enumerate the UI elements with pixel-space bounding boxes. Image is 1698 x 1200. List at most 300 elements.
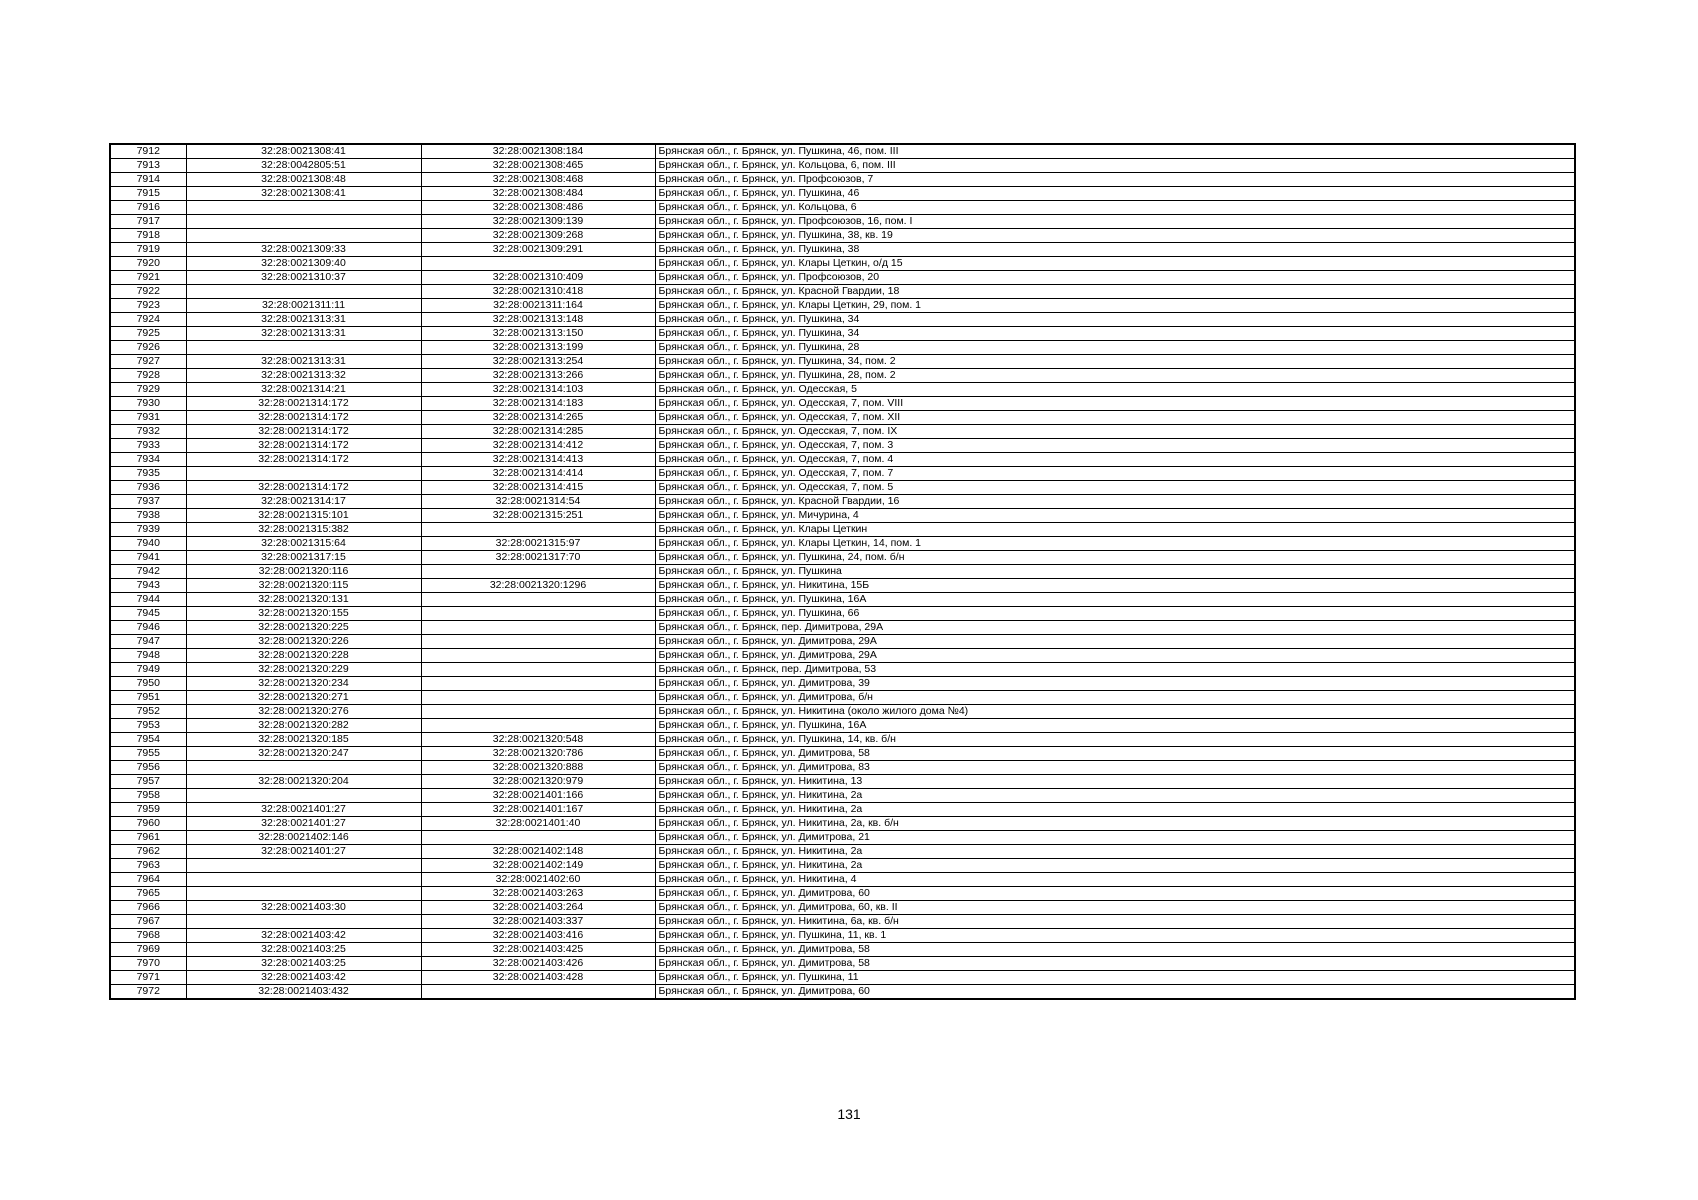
table-row [110, 719, 1575, 733]
address-cell: Брянская обл., г. Брянск, ул. Пушкина, 24, пом. б/н [655, 551, 1575, 565]
address-cell: Брянская обл., г. Брянск, ул. Димитрова, 83 [655, 761, 1575, 775]
object-cadastral-number-cell: 32:28:0021314:183 [421, 397, 655, 411]
object-cadastral-number-cell: 32:28:0021311:164 [421, 299, 655, 313]
address-cell: Брянская обл., г. Брянск, ул. Одесская, 5 [655, 383, 1575, 397]
row-number-cell: 7951 [110, 691, 186, 705]
land-cadastral-number-cell: 32:28:0021315:101 [186, 509, 421, 523]
table-row [110, 313, 1575, 327]
row-number-cell: 7914 [110, 173, 186, 187]
land-cadastral-number-cell: 32:28:0021320:229 [186, 663, 421, 677]
object-cadastral-number-cell: 32:28:0021402:60 [421, 873, 655, 887]
land-cadastral-number-cell [186, 859, 421, 873]
row-number-cell: 7960 [110, 817, 186, 831]
row-number-cell: 7953 [110, 719, 186, 733]
address-cell: Брянская обл., г. Брянск, ул. Никитина, 6а, кв. б/н [655, 915, 1575, 929]
object-cadastral-number-cell [421, 621, 655, 635]
object-cadastral-number-cell: 32:28:0021314:54 [421, 495, 655, 509]
row-number-cell: 7947 [110, 635, 186, 649]
object-cadastral-number-cell [421, 831, 655, 845]
address-cell: Брянская обл., г. Брянск, ул. Пушкина, 14, кв. б/н [655, 733, 1575, 747]
address-cell: Брянская обл., г. Брянск, ул. Одесская, 7, пом. 7 [655, 467, 1575, 481]
table-row [110, 215, 1575, 229]
table-row [110, 257, 1575, 271]
table-row [110, 789, 1575, 803]
address-cell: Брянская обл., г. Брянск, ул. Клары Цеткин, о/д 15 [655, 257, 1575, 271]
object-cadastral-number-cell: 32:28:0021310:409 [421, 271, 655, 285]
address-cell: Брянская обл., г. Брянск, ул. Димитрова, 39 [655, 677, 1575, 691]
object-cadastral-number-cell: 32:28:0021315:97 [421, 537, 655, 551]
land-cadastral-number-cell: 32:28:0021315:64 [186, 537, 421, 551]
land-cadastral-number-cell: 32:28:0021311:11 [186, 299, 421, 313]
table-row [110, 943, 1575, 957]
table-row [110, 201, 1575, 215]
table-row [110, 481, 1575, 495]
object-cadastral-number-cell: 32:28:0021320:979 [421, 775, 655, 789]
land-cadastral-number-cell: 32:28:0021320:228 [186, 649, 421, 663]
table-row [110, 607, 1575, 621]
object-cadastral-number-cell: 32:28:0021314:265 [421, 411, 655, 425]
row-number-cell: 7928 [110, 369, 186, 383]
row-number-cell: 7965 [110, 887, 186, 901]
address-cell: Брянская обл., г. Брянск, ул. Клары Цеткин, 14, пом. 1 [655, 537, 1575, 551]
table-row [110, 691, 1575, 705]
row-number-cell: 7929 [110, 383, 186, 397]
address-cell: Брянская обл., г. Брянск, ул. Димитрова, 29А [655, 635, 1575, 649]
row-number-cell: 7972 [110, 985, 186, 1000]
object-cadastral-number-cell: 32:28:0021310:418 [421, 285, 655, 299]
table-row [110, 915, 1575, 929]
object-cadastral-number-cell [421, 523, 655, 537]
row-number-cell: 7913 [110, 159, 186, 173]
row-number-cell: 7970 [110, 957, 186, 971]
address-cell: Брянская обл., г. Брянск, ул. Димитрова, б/н [655, 691, 1575, 705]
row-number-cell: 7954 [110, 733, 186, 747]
land-cadastral-number-cell: 32:28:0021403:30 [186, 901, 421, 915]
table-row [110, 397, 1575, 411]
address-cell: Брянская обл., г. Брянск, ул. Красной Гвардии, 16 [655, 495, 1575, 509]
row-number-cell: 7950 [110, 677, 186, 691]
object-cadastral-number-cell: 32:28:0021308:484 [421, 187, 655, 201]
land-cadastral-number-cell [186, 341, 421, 355]
table-row [110, 327, 1575, 341]
land-cadastral-number-cell: 32:28:0021308:48 [186, 173, 421, 187]
row-number-cell: 7966 [110, 901, 186, 915]
object-cadastral-number-cell [421, 565, 655, 579]
address-cell: Брянская обл., г. Брянск, ул. Кольцова, 6 [655, 201, 1575, 215]
object-cadastral-number-cell [421, 677, 655, 691]
row-number-cell: 7941 [110, 551, 186, 565]
object-cadastral-number-cell [421, 649, 655, 663]
object-cadastral-number-cell: 32:28:0021314:412 [421, 439, 655, 453]
row-number-cell: 7919 [110, 243, 186, 257]
row-number-cell: 7944 [110, 593, 186, 607]
object-cadastral-number-cell: 32:28:0021315:251 [421, 509, 655, 523]
row-number-cell: 7916 [110, 201, 186, 215]
land-cadastral-number-cell: 32:28:0021320:271 [186, 691, 421, 705]
address-cell: Брянская обл., г. Брянск, ул. Пушкина [655, 565, 1575, 579]
address-cell: Брянская обл., г. Брянск, ул. Мичурина, 4 [655, 509, 1575, 523]
land-cadastral-number-cell: 32:28:0042805:51 [186, 159, 421, 173]
row-number-cell: 7931 [110, 411, 186, 425]
land-cadastral-number-cell: 32:28:0021402:146 [186, 831, 421, 845]
table-row [110, 243, 1575, 257]
address-cell: Брянская обл., г. Брянск, ул. Димитрова, 21 [655, 831, 1575, 845]
row-number-cell: 7961 [110, 831, 186, 845]
row-number-cell: 7938 [110, 509, 186, 523]
land-cadastral-number-cell [186, 915, 421, 929]
land-cadastral-number-cell: 32:28:0021320:116 [186, 565, 421, 579]
address-cell: Брянская обл., г. Брянск, ул. Пушкина, 66 [655, 607, 1575, 621]
table-row [110, 439, 1575, 453]
object-cadastral-number-cell: 32:28:0021313:266 [421, 369, 655, 383]
address-cell: Брянская обл., г. Брянск, пер. Димитрова, 53 [655, 663, 1575, 677]
table-row [110, 817, 1575, 831]
address-cell: Брянская обл., г. Брянск, ул. Никитина, 13 [655, 775, 1575, 789]
object-cadastral-number-cell [421, 691, 655, 705]
row-number-cell: 7956 [110, 761, 186, 775]
land-cadastral-number-cell: 32:28:0021401:27 [186, 845, 421, 859]
table-row [110, 565, 1575, 579]
table-row [110, 383, 1575, 397]
object-cadastral-number-cell: 32:28:0021308:468 [421, 173, 655, 187]
object-cadastral-number-cell: 32:28:0021401:167 [421, 803, 655, 817]
address-cell: Брянская обл., г. Брянск, ул. Пушкина, 46 [655, 187, 1575, 201]
land-cadastral-number-cell: 32:28:0021308:41 [186, 144, 421, 159]
table-row [110, 677, 1575, 691]
address-cell: Брянская обл., г. Брянск, ул. Клары Цеткин [655, 523, 1575, 537]
table-row [110, 523, 1575, 537]
row-number-cell: 7959 [110, 803, 186, 817]
land-cadastral-number-cell: 32:28:0021314:172 [186, 397, 421, 411]
address-cell: Брянская обл., г. Брянск, пер. Димитрова, 29А [655, 621, 1575, 635]
row-number-cell: 7927 [110, 355, 186, 369]
land-cadastral-number-cell: 32:28:0021320:226 [186, 635, 421, 649]
land-cadastral-number-cell: 32:28:0021403:42 [186, 971, 421, 985]
table-row [110, 173, 1575, 187]
land-cadastral-number-cell [186, 761, 421, 775]
address-cell: Брянская обл., г. Брянск, ул. Никитина, 2а [655, 859, 1575, 873]
address-cell: Брянская обл., г. Брянск, ул. Димитрова, 29А [655, 649, 1575, 663]
land-cadastral-number-cell [186, 229, 421, 243]
object-cadastral-number-cell: 32:28:0021314:413 [421, 453, 655, 467]
table-row [110, 873, 1575, 887]
land-cadastral-number-cell: 32:28:0021314:172 [186, 481, 421, 495]
address-cell: Брянская обл., г. Брянск, ул. Димитрова, 58 [655, 957, 1575, 971]
object-cadastral-number-cell: 32:28:0021403:263 [421, 887, 655, 901]
object-cadastral-number-cell: 32:28:0021403:428 [421, 971, 655, 985]
row-number-cell: 7967 [110, 915, 186, 929]
object-cadastral-number-cell: 32:28:0021308:486 [421, 201, 655, 215]
row-number-cell: 7943 [110, 579, 186, 593]
row-number-cell: 7948 [110, 649, 186, 663]
table-row [110, 593, 1575, 607]
address-cell: Брянская обл., г. Брянск, ул. Пушкина, 34 [655, 313, 1575, 327]
table-row [110, 705, 1575, 719]
row-number-cell: 7912 [110, 144, 186, 159]
row-number-cell: 7969 [110, 943, 186, 957]
row-number-cell: 7955 [110, 747, 186, 761]
row-number-cell: 7923 [110, 299, 186, 313]
table-row [110, 355, 1575, 369]
table-row [110, 467, 1575, 481]
table-row [110, 159, 1575, 173]
land-cadastral-number-cell [186, 215, 421, 229]
table-row [110, 859, 1575, 873]
land-cadastral-number-cell: 32:28:0021314:172 [186, 425, 421, 439]
table-row [110, 747, 1575, 761]
object-cadastral-number-cell: 32:28:0021401:40 [421, 817, 655, 831]
address-cell: Брянская обл., г. Брянск, ул. Пушкина, 11, кв. 1 [655, 929, 1575, 943]
table-row [110, 929, 1575, 943]
row-number-cell: 7971 [110, 971, 186, 985]
table-row [110, 761, 1575, 775]
table-row [110, 845, 1575, 859]
address-cell: Брянская обл., г. Брянск, ул. Никитина, 2а [655, 803, 1575, 817]
land-cadastral-number-cell: 32:28:0021313:31 [186, 327, 421, 341]
address-cell: Брянская обл., г. Брянск, ул. Клары Цеткин, 29, пом. 1 [655, 299, 1575, 313]
row-number-cell: 7957 [110, 775, 186, 789]
address-cell: Брянская обл., г. Брянск, ул. Профсоюзов, 20 [655, 271, 1575, 285]
address-cell: Брянская обл., г. Брянск, ул. Пушкина, 16А [655, 719, 1575, 733]
object-cadastral-number-cell: 32:28:0021320:888 [421, 761, 655, 775]
object-cadastral-number-cell: 32:28:0021314:414 [421, 467, 655, 481]
table-row [110, 733, 1575, 747]
object-cadastral-number-cell [421, 593, 655, 607]
address-cell: Брянская обл., г. Брянск, ул. Одесская, 7, пом. 3 [655, 439, 1575, 453]
table-row [110, 495, 1575, 509]
row-number-cell: 7932 [110, 425, 186, 439]
table-row [110, 537, 1575, 551]
table-row [110, 551, 1575, 565]
row-number-cell: 7958 [110, 789, 186, 803]
row-number-cell: 7952 [110, 705, 186, 719]
address-cell: Брянская обл., г. Брянск, ул. Пушкина, 38 [655, 243, 1575, 257]
address-cell: Брянская обл., г. Брянск, ул. Пушкина, 16А [655, 593, 1575, 607]
address-cell: Брянская обл., г. Брянск, ул. Красной Гвардии, 18 [655, 285, 1575, 299]
address-cell: Брянская обл., г. Брянск, ул. Димитрова, 60 [655, 887, 1575, 901]
land-cadastral-number-cell [186, 201, 421, 215]
row-number-cell: 7940 [110, 537, 186, 551]
row-number-cell: 7937 [110, 495, 186, 509]
land-cadastral-number-cell: 32:28:0021403:42 [186, 929, 421, 943]
table-row [110, 635, 1575, 649]
land-cadastral-number-cell: 32:28:0021401:27 [186, 817, 421, 831]
land-cadastral-number-cell: 32:28:0021401:27 [186, 803, 421, 817]
address-cell: Брянская обл., г. Брянск, ул. Кольцова, 6, пом. III [655, 159, 1575, 173]
row-number-cell: 7925 [110, 327, 186, 341]
land-cadastral-number-cell: 32:28:0021314:172 [186, 439, 421, 453]
address-cell: Брянская обл., г. Брянск, ул. Никитина, 2а [655, 845, 1575, 859]
object-cadastral-number-cell: 32:28:0021314:285 [421, 425, 655, 439]
row-number-cell: 7968 [110, 929, 186, 943]
row-number-cell: 7963 [110, 859, 186, 873]
land-cadastral-number-cell: 32:28:0021403:25 [186, 943, 421, 957]
row-number-cell: 7934 [110, 453, 186, 467]
row-number-cell: 7915 [110, 187, 186, 201]
row-number-cell: 7939 [110, 523, 186, 537]
object-cadastral-number-cell: 32:28:0021403:416 [421, 929, 655, 943]
address-cell: Брянская обл., г. Брянск, ул. Димитрова, 60 [655, 985, 1575, 1000]
table-row [110, 341, 1575, 355]
land-cadastral-number-cell: 32:28:0021313:31 [186, 355, 421, 369]
object-cadastral-number-cell [421, 985, 655, 1000]
object-cadastral-number-cell [421, 257, 655, 271]
address-cell: Брянская обл., г. Брянск, ул. Профсоюзов, 16, пом. I [655, 215, 1575, 229]
row-number-cell: 7933 [110, 439, 186, 453]
land-cadastral-number-cell: 32:28:0021403:432 [186, 985, 421, 1000]
table-row [110, 229, 1575, 243]
address-cell: Брянская обл., г. Брянск, ул. Димитрова, 60, кв. II [655, 901, 1575, 915]
row-number-cell: 7917 [110, 215, 186, 229]
land-cadastral-number-cell: 32:28:0021313:32 [186, 369, 421, 383]
address-cell: Брянская обл., г. Брянск, ул. Пушкина, 38, кв. 19 [655, 229, 1575, 243]
address-cell: Брянская обл., г. Брянск, ул. Пушкина, 28 [655, 341, 1575, 355]
address-cell: Брянская обл., г. Брянск, ул. Димитрова, 58 [655, 747, 1575, 761]
table-row [110, 831, 1575, 845]
land-cadastral-number-cell: 32:28:0021320:234 [186, 677, 421, 691]
land-cadastral-number-cell: 32:28:0021320:276 [186, 705, 421, 719]
land-cadastral-number-cell: 32:28:0021403:25 [186, 957, 421, 971]
row-number-cell: 7930 [110, 397, 186, 411]
object-cadastral-number-cell: 32:28:0021314:103 [421, 383, 655, 397]
address-cell: Брянская обл., г. Брянск, ул. Одесская, 7, пом. 4 [655, 453, 1575, 467]
address-cell: Брянская обл., г. Брянск, ул. Никитина, 4 [655, 873, 1575, 887]
land-cadastral-number-cell: 32:28:0021320:225 [186, 621, 421, 635]
land-cadastral-number-cell [186, 789, 421, 803]
object-cadastral-number-cell: 32:28:0021309:139 [421, 215, 655, 229]
address-cell: Брянская обл., г. Брянск, ул. Одесская, 7, пом. IX [655, 425, 1575, 439]
table-row [110, 649, 1575, 663]
row-number-cell: 7924 [110, 313, 186, 327]
object-cadastral-number-cell: 32:28:0021308:465 [421, 159, 655, 173]
row-number-cell: 7964 [110, 873, 186, 887]
table-row [110, 887, 1575, 901]
table-row [110, 621, 1575, 635]
page-number: 131 [837, 1106, 861, 1122]
land-cadastral-number-cell: 32:28:0021314:172 [186, 411, 421, 425]
object-cadastral-number-cell: 32:28:0021402:149 [421, 859, 655, 873]
object-cadastral-number-cell [421, 663, 655, 677]
land-cadastral-number-cell: 32:28:0021317:15 [186, 551, 421, 565]
table-row [110, 957, 1575, 971]
object-cadastral-number-cell: 32:28:0021320:786 [421, 747, 655, 761]
object-cadastral-number-cell [421, 705, 655, 719]
table-row [110, 299, 1575, 313]
land-cadastral-number-cell: 32:28:0021320:282 [186, 719, 421, 733]
address-cell: Брянская обл., г. Брянск, ул. Никитина, 2а [655, 789, 1575, 803]
land-cadastral-number-cell: 32:28:0021320:204 [186, 775, 421, 789]
table-row [110, 425, 1575, 439]
table-row [110, 411, 1575, 425]
land-cadastral-number-cell: 32:28:0021315:382 [186, 523, 421, 537]
land-cadastral-number-cell: 32:28:0021313:31 [186, 313, 421, 327]
object-cadastral-number-cell: 32:28:0021403:425 [421, 943, 655, 957]
table-row [110, 971, 1575, 985]
object-cadastral-number-cell: 32:28:0021313:199 [421, 341, 655, 355]
row-number-cell: 7946 [110, 621, 186, 635]
object-cadastral-number-cell [421, 635, 655, 649]
table-row [110, 509, 1575, 523]
object-cadastral-number-cell: 32:28:0021403:337 [421, 915, 655, 929]
address-cell: Брянская обл., г. Брянск, ул. Никитина (около жилого дома №4) [655, 705, 1575, 719]
land-cadastral-number-cell: 32:28:0021320:247 [186, 747, 421, 761]
land-cadastral-number-cell: 32:28:0021320:115 [186, 579, 421, 593]
object-cadastral-number-cell: 32:28:0021320:548 [421, 733, 655, 747]
object-cadastral-number-cell: 32:28:0021308:184 [421, 144, 655, 159]
address-cell: Брянская обл., г. Брянск, ул. Пушкина, 34 [655, 327, 1575, 341]
object-cadastral-number-cell: 32:28:0021314:415 [421, 481, 655, 495]
row-number-cell: 7945 [110, 607, 186, 621]
land-cadastral-number-cell: 32:28:0021309:33 [186, 243, 421, 257]
land-cadastral-number-cell [186, 467, 421, 481]
land-cadastral-number-cell: 32:28:0021314:17 [186, 495, 421, 509]
table-row [110, 901, 1575, 915]
address-cell: Брянская обл., г. Брянск, ул. Пушкина, 28, пом. 2 [655, 369, 1575, 383]
address-cell: Брянская обл., г. Брянск, ул. Одесская, 7, пом. XII [655, 411, 1575, 425]
object-cadastral-number-cell: 32:28:0021403:426 [421, 957, 655, 971]
land-cadastral-number-cell: 32:28:0021320:131 [186, 593, 421, 607]
table-row [110, 187, 1575, 201]
row-number-cell: 7935 [110, 467, 186, 481]
row-number-cell: 7926 [110, 341, 186, 355]
table-row [110, 144, 1575, 159]
land-cadastral-number-cell: 32:28:0021314:21 [186, 383, 421, 397]
object-cadastral-number-cell: 32:28:0021309:291 [421, 243, 655, 257]
address-cell: Брянская обл., г. Брянск, ул. Никитина, 15Б [655, 579, 1575, 593]
row-number-cell: 7936 [110, 481, 186, 495]
object-cadastral-number-cell: 32:28:0021313:148 [421, 313, 655, 327]
land-cadastral-number-cell: 32:28:0021320:185 [186, 733, 421, 747]
row-number-cell: 7920 [110, 257, 186, 271]
object-cadastral-number-cell: 32:28:0021313:254 [421, 355, 655, 369]
object-cadastral-number-cell: 32:28:0021403:264 [421, 901, 655, 915]
row-number-cell: 7962 [110, 845, 186, 859]
row-number-cell: 7922 [110, 285, 186, 299]
land-cadastral-number-cell: 32:28:0021314:172 [186, 453, 421, 467]
land-cadastral-number-cell [186, 887, 421, 901]
object-cadastral-number-cell: 32:28:0021320:1296 [421, 579, 655, 593]
address-cell: Брянская обл., г. Брянск, ул. Димитрова, 58 [655, 943, 1575, 957]
row-number-cell: 7921 [110, 271, 186, 285]
table-row [110, 985, 1575, 1000]
table-row [110, 453, 1575, 467]
object-cadastral-number-cell: 32:28:0021317:70 [421, 551, 655, 565]
address-cell: Брянская обл., г. Брянск, ул. Пушкина, 34, пом. 2 [655, 355, 1575, 369]
land-cadastral-number-cell [186, 873, 421, 887]
land-cadastral-number-cell: 32:28:0021310:37 [186, 271, 421, 285]
object-cadastral-number-cell [421, 719, 655, 733]
row-number-cell: 7942 [110, 565, 186, 579]
registry-table-body [110, 144, 1575, 999]
row-number-cell: 7949 [110, 663, 186, 677]
table-row [110, 663, 1575, 677]
land-cadastral-number-cell: 32:28:0021308:41 [186, 187, 421, 201]
land-cadastral-number-cell: 32:28:0021309:40 [186, 257, 421, 271]
address-cell: Брянская обл., г. Брянск, ул. Пушкина, 11 [655, 971, 1575, 985]
object-cadastral-number-cell: 32:28:0021309:268 [421, 229, 655, 243]
address-cell: Брянская обл., г. Брянск, ул. Профсоюзов, 7 [655, 173, 1575, 187]
land-cadastral-number-cell: 32:28:0021320:155 [186, 607, 421, 621]
object-cadastral-number-cell: 32:28:0021401:166 [421, 789, 655, 803]
address-cell: Брянская обл., г. Брянск, ул. Никитина, 2а, кв. б/н [655, 817, 1575, 831]
object-cadastral-number-cell: 32:28:0021313:150 [421, 327, 655, 341]
address-cell: Брянская обл., г. Брянск, ул. Одесская, 7, пом. VIII [655, 397, 1575, 411]
address-cell: Брянская обл., г. Брянск, ул. Одесская, 7, пом. 5 [655, 481, 1575, 495]
object-cadastral-number-cell: 32:28:0021402:148 [421, 845, 655, 859]
table-row [110, 285, 1575, 299]
table-row [110, 803, 1575, 817]
table-row [110, 369, 1575, 383]
